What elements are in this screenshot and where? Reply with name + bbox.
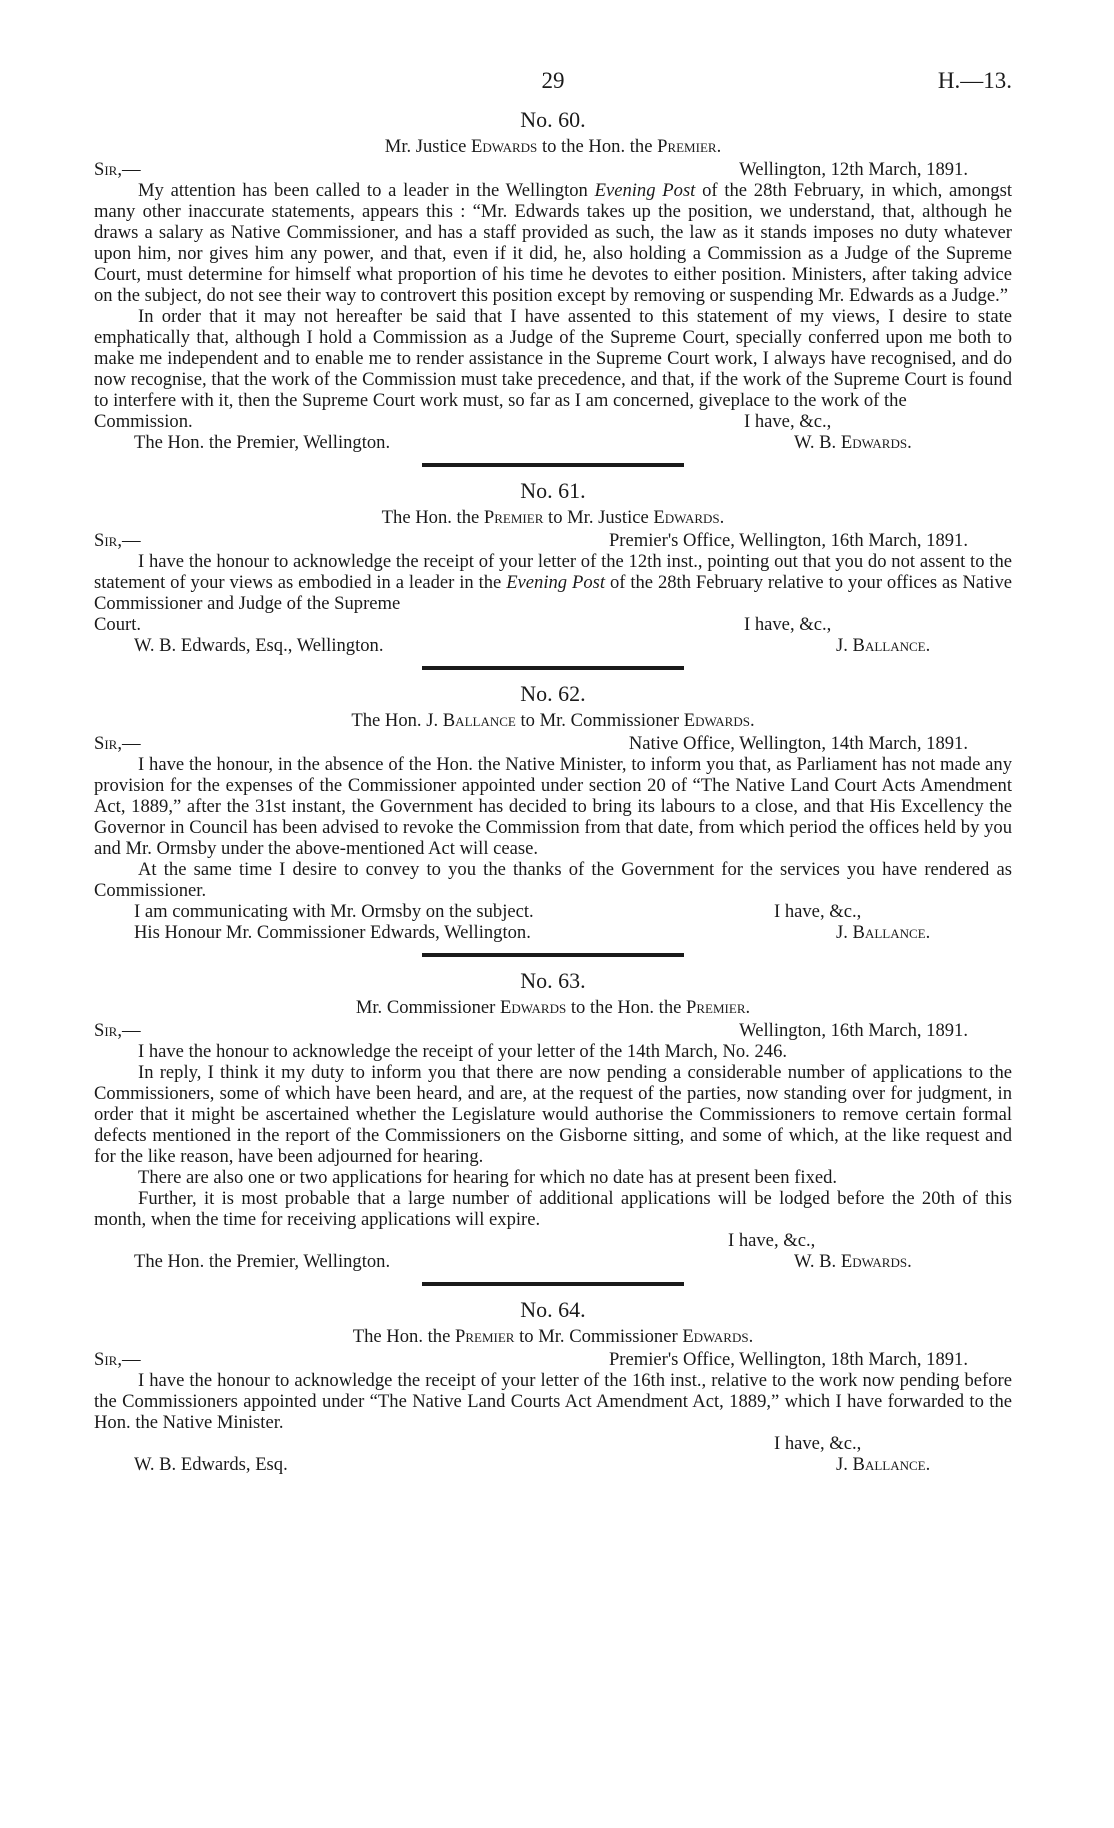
paragraph: At the same time I desire to convey to you the thanks of the Government for the services you have rendered as Commissioner. bbox=[94, 859, 1012, 901]
salutation-line bbox=[94, 1349, 1012, 1370]
closing: I have, &c., bbox=[744, 614, 832, 635]
letter-number: No. 62. bbox=[520, 681, 586, 706]
addressee: His Honour Mr. Commissioner Edwards, Wellington. bbox=[134, 922, 531, 943]
signature-line bbox=[94, 1251, 1012, 1272]
paragraph: My attention has been called to a leader in the Wellington Evening Post of the 28th February, in which, amongst many other inaccurate statements, appears this : “Mr. Edwards takes up the position, we understand, that, although he draws a salary as Native Commissioner, and has a staff provided as such, the law as it stands imposes no duty whatever upon him, nor gives him any power, and that, even if it did, he, also holding a Commission as a Judge of the Supreme Court, must determine for himself what proportion of his time he devotes to either position. Ministers, after taking advice on the subject, do not see their way to controvert this position except by removing or suspending Mr. Edwards as a Judge.” bbox=[94, 180, 1013, 306]
letter-heading: Mr. Commissioner Edwards to the Hon. the Premier. bbox=[355, 997, 751, 1018]
closing: I have, &c., bbox=[774, 1433, 862, 1454]
letter-64 bbox=[94, 1296, 1012, 1475]
salutation: Sir,— bbox=[94, 159, 141, 180]
closing-line: Commission. I have, &c., bbox=[94, 411, 832, 432]
salutation-line bbox=[94, 530, 1012, 551]
closing: I have, &c., bbox=[774, 901, 862, 922]
letter-62 bbox=[94, 680, 1012, 943]
salutation-line bbox=[94, 1020, 1012, 1041]
session-reference: H.—13. bbox=[937, 68, 1012, 93]
closing-line: I am communicating with Mr. Ormsby on the subject. I have, &c., bbox=[134, 901, 862, 922]
salutation: Sir,— bbox=[94, 530, 141, 551]
signature-line bbox=[94, 922, 1012, 943]
paragraph: I have the honour to acknowledge the receipt of your letter of the 14th March, No. 246. bbox=[138, 1041, 788, 1062]
letter-60 bbox=[94, 106, 1012, 453]
paragraph: I have the honour to acknowledge the receipt of your letter of the 16th inst., relative to the work now pending before the Commissioners appointed under “The Native Land Courts Act Amendment Act, 1889,” which I have forwarded to the Hon. the Native Minister. bbox=[94, 1370, 1012, 1433]
section-divider bbox=[422, 666, 684, 670]
paragraph: In order that it may not hereafter be said that I have assented to this statement of my views, I desire to state emphatically that, although I hold a Commission as a Judge of the Supreme Court, specially conferred upon me both to make me independent and to enable me to render assistance in the Supreme Court work, I always have recognised, and do now recognise, that the work of the Commission must take precedence, and that, if the work of the Supreme Court is found to interfere with it, then the Supreme Court work must, so far as I am concerned, giveplace to the work of the bbox=[94, 306, 1012, 411]
section-divider bbox=[422, 1282, 684, 1286]
salutation-line bbox=[94, 733, 1012, 754]
place-date: Premier's Office, Wellington, 18th March, 1891. bbox=[608, 1349, 968, 1370]
closing-line bbox=[94, 1433, 1012, 1454]
paragraph: In reply, I think it my duty to inform you that there are now pending a considerable number of applications to the Commissioners, some of which have been heard, and are, at the request of the parties, now standing over for judgment, in order that it might be ascertained whether the Legislature would authorise the Commissioners to remove certain formal defects mentioned in the report of the Commissioners on the Gisborne sitting, and some of which, at the like request and for the like reason, have been adjourned for hearing. bbox=[94, 1062, 1012, 1167]
signature: W. B. Edwards. bbox=[794, 432, 912, 453]
letter-heading: Mr. Justice Edwards to the Hon. the Premier. bbox=[384, 136, 722, 157]
closing-line bbox=[94, 1230, 1012, 1251]
place-date: Wellington, 12th March, 1891. bbox=[739, 159, 968, 180]
paragraph: There are also one or two applications for hearing for which no date has at present been fixed. bbox=[138, 1167, 838, 1188]
salutation: Sir,— bbox=[94, 1349, 141, 1370]
page-number: 29 bbox=[541, 68, 565, 93]
salutation: Sir,— bbox=[94, 1020, 141, 1041]
signature-line bbox=[94, 1454, 1012, 1475]
place-date: Native Office, Wellington, 14th March, 1891. bbox=[628, 733, 968, 754]
addressee: The Hon. the Premier, Wellington. bbox=[134, 1251, 391, 1272]
paragraph: I have the honour to acknowledge the receipt of your letter of the 12th inst., pointing out that you do not assent to the statement of your views as embodied in a leader in the Evening Post of the 28th February relative to your offices as Native Commissioner and Judge of the Supreme bbox=[94, 551, 1013, 614]
letter-heading: The Hon. the Premier to Mr. Commissioner Edwards. bbox=[352, 1326, 754, 1347]
document-page bbox=[94, 70, 1012, 1475]
closing: I have, &c., bbox=[728, 1230, 816, 1251]
letter-number: No. 61. bbox=[520, 478, 586, 503]
addressee: The Hon. the Premier, Wellington. bbox=[134, 432, 391, 453]
letter-heading: The Hon. J. Ballance to Mr. Commissioner Edwards. bbox=[351, 710, 755, 731]
place-date: Wellington, 16th March, 1891. bbox=[739, 1020, 968, 1041]
section-divider bbox=[422, 953, 684, 957]
letter-61 bbox=[94, 477, 1012, 656]
signature: J. Ballance. bbox=[836, 1454, 931, 1475]
signature: J. Ballance. bbox=[836, 922, 931, 943]
addressee: W. B. Edwards, Esq., Wellington. bbox=[134, 635, 384, 656]
page-header bbox=[94, 70, 1012, 100]
signature-line bbox=[94, 432, 1012, 453]
place-date: Premier's Office, Wellington, 16th March, 1891. bbox=[608, 530, 968, 551]
paragraph: Further, it is most probable that a large number of additional applications will be lodged before the 20th of this month, when the time for receiving applications will expire. bbox=[94, 1188, 1012, 1230]
salutation: Sir,— bbox=[94, 733, 141, 754]
letter-number: No. 60. bbox=[520, 107, 586, 132]
signature-line bbox=[94, 635, 1012, 656]
letter-63 bbox=[94, 967, 1012, 1272]
signature: W. B. Edwards. bbox=[794, 1251, 912, 1272]
signature: J. Ballance. bbox=[836, 635, 931, 656]
closing-line: Court. I have, &c., bbox=[94, 614, 832, 635]
paragraph: I have the honour, in the absence of the Hon. the Native Minister, to inform you that, as Parliament has not made any provision for the expenses of the Commissioner appointed under section 20 of “The Native Land Court Acts Amendment Act, 1889,” after the 31st instant, the Government has decided to bring its labours to a close, and that His Excellency the Governor in Council has been advised to revoke the Commission from that date, from which period the offices held by you and Mr. Ormsby under the above-mentioned Act will cease. bbox=[94, 754, 1012, 859]
section-divider bbox=[422, 463, 684, 467]
letter-heading: The Hon. the Premier to Mr. Justice Edwards. bbox=[381, 507, 725, 528]
letter-number: No. 64. bbox=[520, 1297, 586, 1322]
closing: I have, &c., bbox=[744, 411, 832, 432]
letter-number: No. 63. bbox=[520, 968, 586, 993]
salutation-line bbox=[94, 159, 1012, 180]
addressee: W. B. Edwards, Esq. bbox=[134, 1454, 288, 1475]
